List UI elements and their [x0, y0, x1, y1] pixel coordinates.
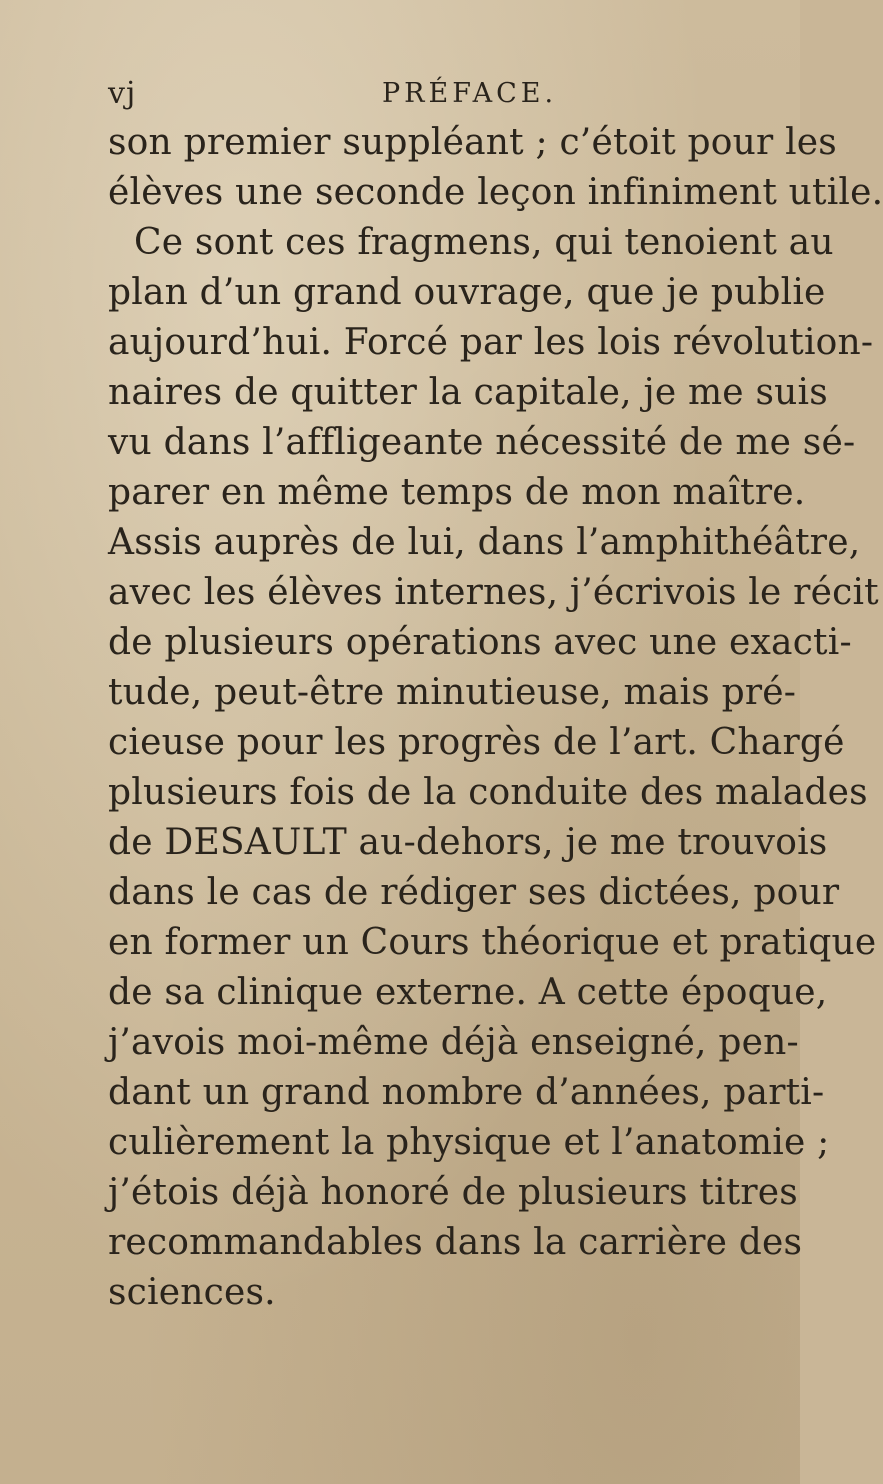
text-line: de DESAULT au-dehors, je me trouvois [108, 822, 828, 863]
text-line: de plusieurs opérations avec une exacti- [108, 622, 852, 663]
paragraph-start-line: Ce sont ces fragmens, qui tenoient au [134, 222, 834, 263]
paragraph-end-line: sciences. [108, 1272, 276, 1313]
text-line: recommandables dans la carrière des [108, 1222, 803, 1263]
body-text [108, 118, 883, 1318]
running-head [92, 72, 732, 112]
text-line: dant un grand nombre d’années, parti- [108, 1072, 825, 1113]
text-line: avec les élèves internes, j’écrivois le récit [108, 572, 879, 613]
text-line: plan d’un grand ouvrage, que je publie [108, 272, 826, 313]
text-line: j’étois déjà honoré de plusieurs titres [108, 1172, 798, 1213]
text-line: j’avois moi-même déjà enseigné, pen- [108, 1022, 799, 1063]
text-line: cieuse pour les progrès de l’art. Chargé [108, 722, 845, 763]
text-line: vu dans l’affligeante nécessité de me sé- [108, 422, 856, 463]
text-line: tude, peut-être minutieuse, mais pré- [108, 672, 797, 713]
text-line: plusieurs fois de la conduite des malades [108, 772, 868, 813]
text-line: aujourd’hui. Forcé par les lois révolution- [108, 322, 874, 363]
text-line: en former un Cours théorique et pratique [108, 922, 877, 963]
text-line: Assis auprès de lui, dans l’amphithéâtre, [108, 522, 861, 563]
text-line: dans le cas de rédiger ses dictées, pour [108, 872, 840, 913]
text-line: naires de quitter la capitale, je me suis [108, 372, 828, 413]
page-number: vj [108, 76, 137, 111]
text-line: son premier suppléant ; c’étoit pour les [108, 122, 837, 163]
text-line: élèves une seconde leçon infiniment utile. [108, 172, 883, 213]
text-line: de sa clinique externe. A cette époque, [108, 972, 828, 1013]
running-title: PRÉFACE. [382, 78, 558, 109]
text-line: culièrement la physique et l’anatomie ; [108, 1122, 830, 1163]
text-line: parer en même temps de mon maître. [108, 472, 806, 513]
